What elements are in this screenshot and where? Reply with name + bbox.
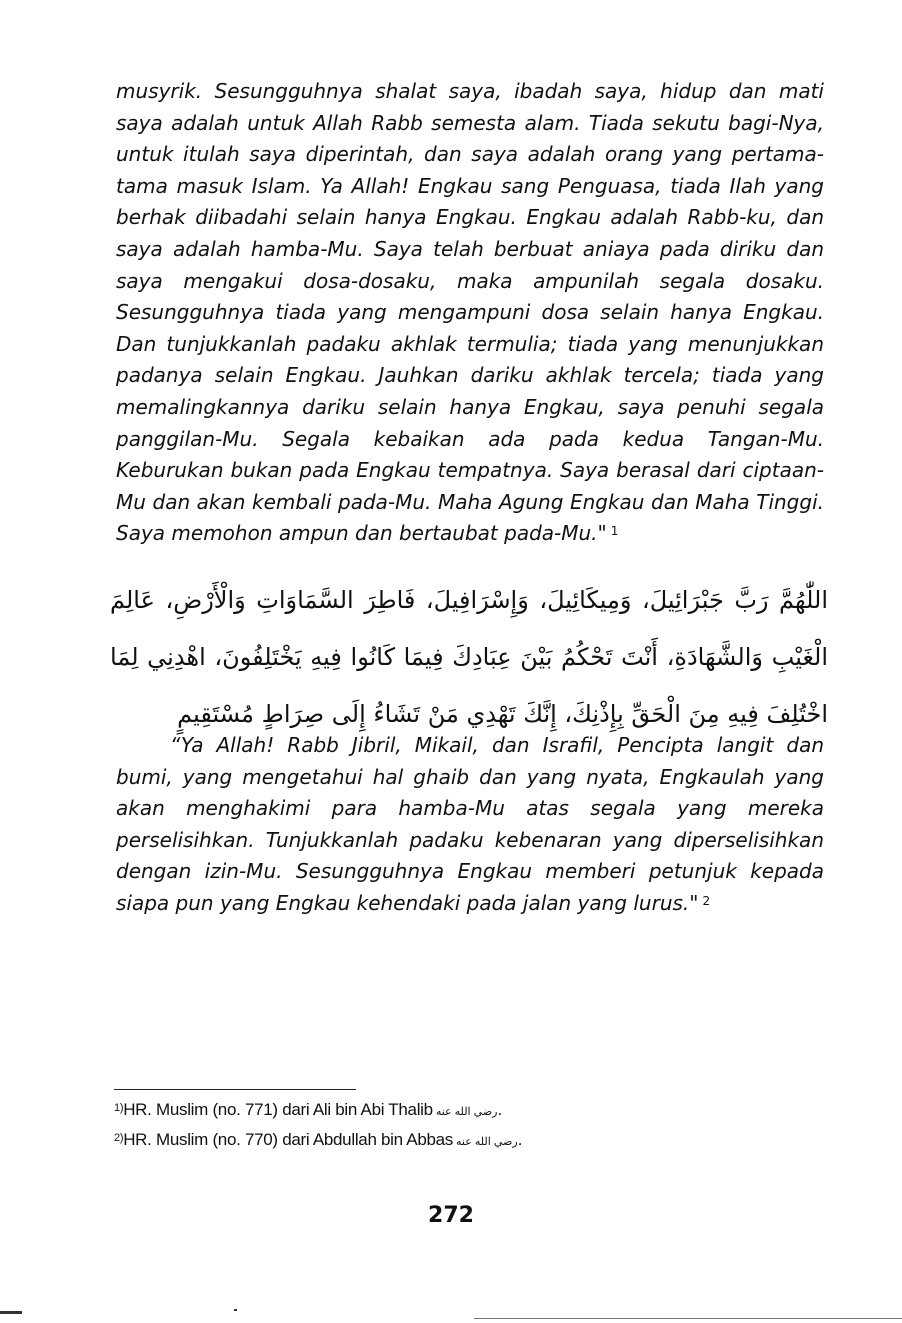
footnote-ref-2: 2 bbox=[702, 893, 711, 908]
scan-artifact bbox=[234, 1309, 237, 1311]
footnote-2: $^{2)}$HR. Muslim (no. 770) dari Abdullah bin Abbas رضي الله عنه. bbox=[114, 1130, 523, 1149]
footnote-2-number: 2) bbox=[114, 1132, 124, 1144]
translation-paragraph-2 bbox=[116, 730, 824, 920]
paragraph-1-text: musyrik. Sesungguhnya shalat saya, ibadah saya, hidup dan mati saya adalah untuk Allah Rabb semesta alam. Tiada sekutu bagi-Nya, untuk itulah saya diperintah, dan saya adalah orang yang pertama-tama masuk Islam. Ya Allah! Engkau sang Penguasa, tiada Ilah yang berhak diibadahi selain hanya Engkau. Engkau adalah Rabb-ku, dan saya adalah hamba-Mu. Saya telah berbuat aniaya pada diriku dan saya mengakui dosa-dosaku, maka ampunilah segala dosaku. Sesungguhnya tiada yang mengampuni dosa selain hanya Engkau. Dan tunjukkanlah padaku akhlak termulia; tiada yang menunjukkan padanya selain Engkau. Jauhkan dariku akhlak tercela; tiada yang memalingkannya dariku selain hanya Engkau, saya penuhi segala panggilan-Mu. Segala kebaikan ada pada kedua Tangan-Mu. Keburukan bukan pada Engkau tempatnya. Saya berasal dari ciptaan-Mu dan akan kembali pada-Mu. Maha Agung Engkau dan Maha Tinggi. Saya memohon ampun dan bertaubat pada-Mu." bbox=[116, 79, 824, 546]
paragraph-2-text: “Ya Allah! Rabb Jibril, Mikail, dan Israfil, Pencipta langit dan bumi, yang mengetahui hal ghaib dan yang nyata, Engkaulah yang akan menghakimi para hamba-Mu atas segala yang mereka perselisihkan. Tunjukkanlah padaku kebenaran yang diperselisihkan dengan izin-Mu. Sesungguhnya Engkau memberi petunjuk kepada siapa pun yang Engkau kehendaki pada jalan yang lurus." bbox=[116, 733, 824, 915]
footnote-divider bbox=[114, 1089, 356, 1090]
honorific-icon: رضي الله عنه bbox=[456, 1136, 518, 1148]
footnotes bbox=[114, 1096, 814, 1156]
footnote-2-text: HR. Muslim (no. 770) dari Abdullah bin Abbas bbox=[123, 1130, 454, 1149]
footnote-1-text: HR. Muslim (no. 771) dari Ali bin Abi Thalib bbox=[123, 1100, 433, 1119]
page-number: 272 bbox=[428, 1203, 474, 1228]
scan-artifact bbox=[0, 1311, 22, 1314]
scan-artifact bbox=[474, 1318, 902, 1319]
footnote-1: $^{1)}$HR. Muslim (no. 771) dari Ali bin Abi Thalib رضي الله عنه. bbox=[114, 1100, 503, 1119]
footnote-ref-1: 1 bbox=[610, 524, 619, 539]
honorific-icon: رضي الله عنه bbox=[435, 1106, 498, 1118]
translation-paragraph-1 bbox=[116, 76, 824, 550]
arabic-prayer: اللّٰهُمَّ رَبَّ جَبْرَائِيلَ، وَمِيكَائِيلَ، وَإِسْرَافِيلَ، فَاطِرَ السَّمَاوَاتِ وَالْأَرْضِ، عَالِمَ الْغَيْبِ وَالشَّهَادَةِ، أَنْتَ تَحْكُمُ بَيْنَ عِبَادِكَ فِيمَا كَانُوا فِيهِ يَخْتَلِفُونَ، اهْدِنِي لِمَا اخْتُلِفَ فِيهِ مِنَ الْحَقِّ بِإِذْنِكَ، إِنَّكَ تَهْدِي مَنْ تَشَاءُ إِلَى صِرَاطٍ مُسْتَقِيمٍ bbox=[110, 586, 828, 728]
footnote-1-number: 1) bbox=[114, 1102, 124, 1114]
